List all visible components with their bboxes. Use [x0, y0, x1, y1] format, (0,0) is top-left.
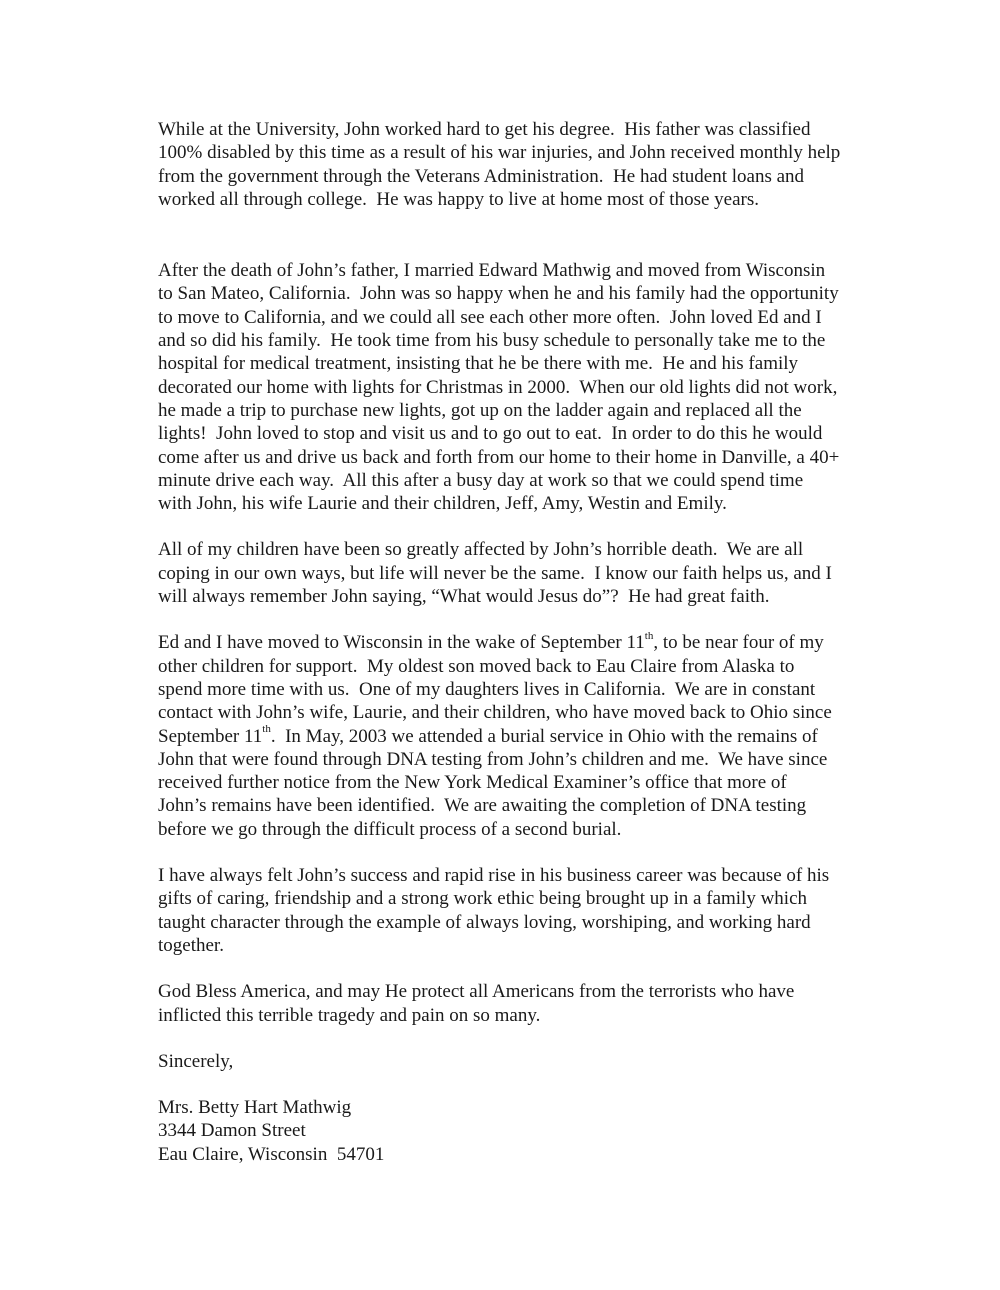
text-segment: , to be near four of my [653, 632, 824, 654]
text-line: with John, his wife Laurie and their children, Jeff, Amy, Westin and Emily. [158, 493, 727, 515]
text-segment: . In May, 2003 we attended a burial service in Ohio with the remains of [270, 725, 818, 747]
paragraph-success [158, 864, 893, 957]
text-line: other children for support. My oldest son moved back to Eau Claire from Alaska to [158, 655, 795, 677]
text-line [158, 631, 893, 654]
paragraph-wisconsin [158, 631, 893, 841]
text-line: gifts of caring, friendship and a strong work ethic being brought up in a family which [158, 888, 808, 910]
text-line: to move to California, and we could all see each other more often. John loved Ed and I [158, 306, 822, 328]
text-line: John that were found through DNA testing from John’s children and me. We have since [158, 748, 828, 770]
closing-text: Sincerely, [158, 1050, 234, 1072]
paragraph-spacer [158, 1027, 893, 1050]
text-line: will always remember John saying, “What would Jesus do”? He had great faith. [158, 586, 770, 608]
paragraph-university [158, 118, 893, 211]
text-line [158, 725, 893, 748]
text-line: received further notice from the New York Medical Examiner’s office that more of [158, 772, 787, 794]
text-line: decorated our home with lights for Christmas in 2000. When our old lights did not work, [158, 376, 838, 398]
text-line: to San Mateo, California. John was so happy when he and his family had the opportunity [158, 283, 839, 305]
text-line: I have always felt John’s success and rapid rise in his business career was because of his [158, 865, 830, 887]
paragraph-spacer [158, 211, 893, 259]
paragraph-spacer [158, 1073, 893, 1096]
text-line: After the death of John’s father, I married Edward Mathwig and moved from Wisconsin [158, 260, 826, 282]
signature-name: Mrs. Betty Hart Mathwig [158, 1097, 352, 1119]
paragraph-spacer [158, 515, 893, 538]
text-line: 100% disabled by this time as a result of his war injuries, and John received monthly help [158, 142, 841, 164]
text-line: spend more time with us. One of my daughters lives in California. We are in constant [158, 678, 816, 700]
text-line: coping in our own ways, but life will never be the same. I know our faith helps us, and I [158, 562, 832, 584]
text-line: hospital for medical treatment, insisting that he be there with me. He and his family [158, 353, 799, 375]
signature-street: 3344 Damon Street [158, 1120, 306, 1142]
paragraph-california [158, 259, 893, 515]
text-line: While at the University, John worked hard to get his degree. His father was classified [158, 119, 811, 140]
text-line: God Bless America, and may He protect all Americans from the terrorists who have [158, 981, 795, 1003]
text-line: John’s remains have been identified. We are awaiting the completion of DNA testing [158, 795, 807, 817]
text-segment: September 11 [158, 725, 263, 747]
paragraph-spacer [158, 957, 893, 980]
text-line: he made a trip to purchase new lights, got up on the ladder again and replaced all the [158, 399, 802, 421]
paragraph-spacer [158, 608, 893, 631]
paragraph-affected [158, 538, 893, 608]
text-line: together. [158, 934, 224, 956]
signature-city: Eau Claire, Wisconsin 54701 [158, 1143, 385, 1165]
text-line: come after us and drive us back and forth from our home to their home in Danville, a 40+ [158, 446, 840, 468]
paragraph-god-bless [158, 980, 893, 1027]
text-line: minute drive each way. All this after a busy day at work so that we could spend time [158, 469, 804, 491]
text-line: worked all through college. He was happy to live at home most of those years. [158, 188, 759, 210]
text-line: and so did his family. He took time from his busy schedule to personally take me to the [158, 330, 826, 352]
signature-block [158, 1096, 893, 1166]
text-line: before we go through the difficult process of a second burial. [158, 818, 622, 840]
closing [158, 1050, 893, 1073]
text-segment: Ed and I have moved to Wisconsin in the wake of September 11 [158, 632, 645, 654]
text-line: taught character through the example of always loving, worshiping, and working hard [158, 911, 811, 933]
text-line: contact with John’s wife, Laurie, and their children, who have moved back to Ohio since [158, 702, 832, 724]
letter-body [158, 118, 893, 1166]
paragraph-spacer [158, 841, 893, 864]
ordinal-suffix: th [644, 630, 654, 643]
text-line: All of my children have been so greatly affected by John’s horrible death. We are all [158, 539, 804, 561]
ordinal-suffix: th [262, 723, 271, 736]
text-line: inflicted this terrible tragedy and pain on so many. [158, 1004, 541, 1026]
text-line: lights! John loved to stop and visit us and to go out to eat. In order to do this he would [158, 423, 823, 445]
text-line: from the government through the Veterans Administration. He had student loans and [158, 165, 805, 187]
